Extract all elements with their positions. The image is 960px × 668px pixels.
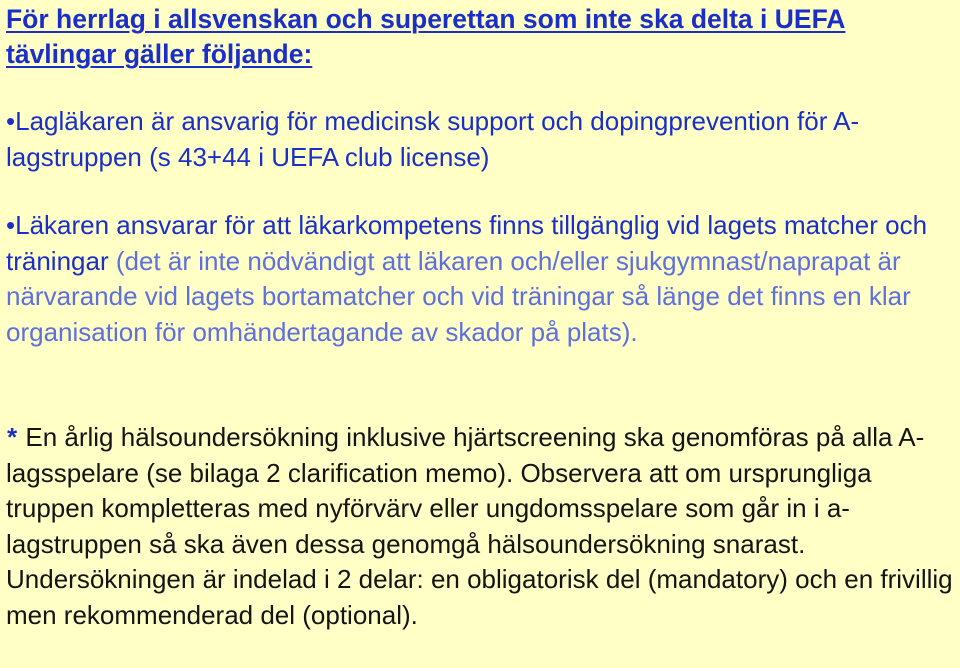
asterisk-marker: *	[6, 422, 17, 452]
bullet-point-icon: •	[6, 210, 16, 240]
bullet-point-icon: •	[6, 106, 16, 136]
bullet-item-text: Läkaren ansvarar för att läkarkompetens finns tillgänglig vid lagets matcher och träningar	[6, 210, 928, 276]
bullet-item-medical-support	[6, 103, 956, 175]
bullet-item-doctor-availability	[6, 208, 956, 350]
health-check-note	[6, 420, 956, 633]
bullet-item-text: Lagläkaren är ansvarig för medicinsk support och dopingprevention för A-lagstruppen (s 43+44 i UEFA club license)	[6, 106, 860, 172]
bullet-item-parenthetical: (det är inte nödvändigt att läkaren och/eller sjukgymnast/naprapat är närvarande vid lagets bortamatcher och vid träningar så länge det finns en klar organisation för omhändertagande av skador på plats).	[6, 245, 911, 347]
note-text: En årlig hälsoundersökning inklusive hjärtscreening ska genomföras på alla A-lagsspelare (se bilaga 2 clarification memo). Observera att om ursprungliga truppen kompletteras med nyförvärv eller ungdomsspelare som går in i a-lagstruppen så ska även dessa genomgå hälsoundersökning snarast. Undersökningen är indelad i 2 delar: en obligatorisk del (mandatory) och en frivillig men rekommenderad del (optional).	[6, 422, 953, 630]
slide-heading: För herrlag i allsvenskan och superettan som inte ska delta i UEFA tävlingar gäller följande:	[6, 4, 846, 69]
